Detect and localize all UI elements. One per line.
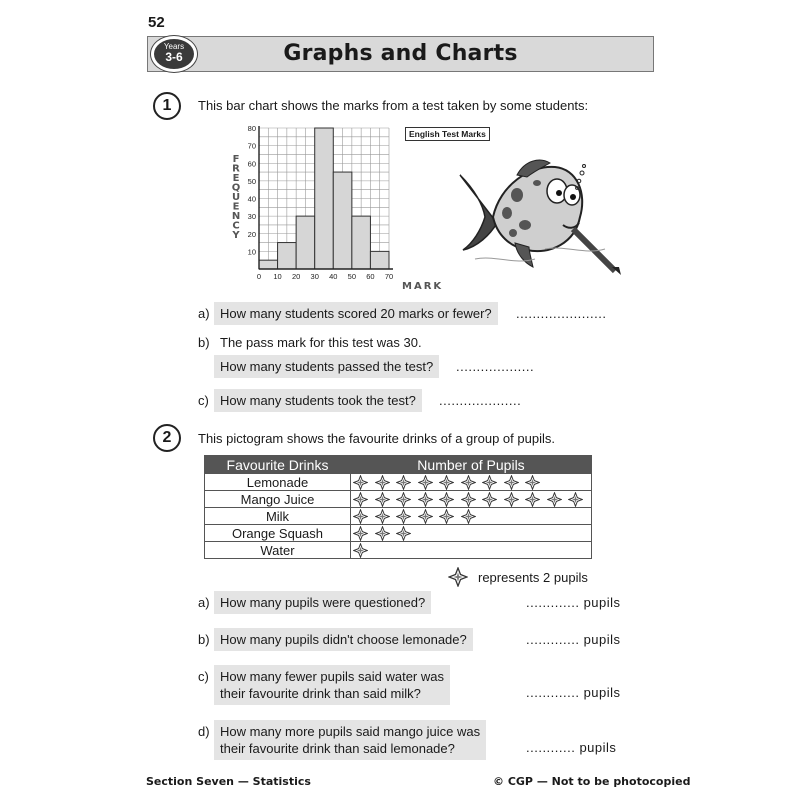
page-title: Graphs and Charts [283, 41, 518, 66]
bar [315, 128, 334, 269]
drink-name: Water [205, 542, 351, 559]
x-axis-label: MARK [402, 281, 444, 292]
pictogram-key-text: represents 2 pupils [478, 570, 588, 585]
pupil-symbol-icon [504, 492, 519, 507]
q2d-answer[interactable]: ............ pupils [526, 740, 617, 755]
pictogram-header-row [205, 456, 592, 474]
chart-y-ticks [248, 124, 256, 256]
pupil-symbol-icon [418, 492, 433, 507]
page-number: 52 [148, 14, 165, 31]
question-2-intro: This pictogram shows the favourite drinks of a group of pupils. [198, 431, 555, 446]
pupil-symbol-icon [439, 492, 454, 507]
pupil-symbol-icon [375, 475, 390, 490]
drink-name: Lemonade [205, 474, 351, 491]
pupil-symbol-icon [418, 509, 433, 524]
footer-copyright: © CGP — Not to be photocopied [493, 775, 691, 788]
q1b-letter: b) [198, 335, 210, 350]
y-tick-label: 30 [247, 212, 256, 222]
q2d-letter: d) [198, 724, 210, 739]
pupil-symbol-icon [482, 475, 497, 490]
q2b-text [214, 628, 473, 651]
bar [259, 260, 278, 269]
drink-name: Milk [205, 508, 351, 525]
y-tick-label: 80 [247, 124, 256, 133]
y-axis-label: F R E Q U E N C Y [231, 154, 241, 241]
years-label: Years [163, 42, 185, 51]
x-tick-label: 50 [347, 272, 357, 281]
pictogram-row [205, 525, 592, 542]
q1c-letter: c) [198, 393, 209, 408]
bar [296, 216, 315, 269]
bar [352, 216, 371, 269]
x-tick-label: 40 [329, 272, 338, 281]
pupil-symbol-icon [439, 475, 454, 490]
pupil-symbol-icon [482, 492, 497, 507]
q1b-text: How many students passed the test? [214, 355, 439, 378]
header-drinks: Favourite Drinks [205, 456, 351, 474]
q1a-text: How many students scored 20 marks or fewer? [214, 302, 498, 325]
pupil-symbol-icon [568, 492, 583, 507]
years-range: 3-6 [165, 50, 183, 64]
pictogram-row [205, 474, 592, 491]
question-1-number: 1 [153, 92, 181, 120]
pupil-symbol-icon [547, 492, 562, 507]
bar [278, 243, 297, 269]
y-tick-label: 20 [247, 229, 256, 239]
y-tick-label: 50 [247, 176, 256, 186]
q2a-answer[interactable]: ............. pupils [526, 595, 621, 610]
footer-section: Section Seven — Statistics [146, 775, 311, 788]
q1b-statement: The pass mark for this test was 30. [220, 335, 422, 350]
pupil-symbol-icon [396, 492, 411, 507]
q2d-text [214, 720, 486, 760]
q2c-line1: How many fewer pupils said water was [220, 669, 444, 684]
q2c-letter: c) [198, 669, 209, 684]
chart-title: English Test Marks [405, 127, 490, 141]
q2b-letter: b) [198, 632, 210, 647]
bar [370, 251, 389, 269]
pupil-symbol-icon [353, 543, 368, 558]
drink-symbols [351, 491, 592, 508]
x-tick-label: 10 [273, 272, 282, 281]
pupil-symbol-icon [439, 509, 454, 524]
pupil-symbol-icon [461, 475, 476, 490]
x-tick-label: 30 [310, 272, 319, 281]
chart-x-ticks [257, 272, 393, 281]
pupil-symbol-icon [525, 475, 540, 490]
drink-name: Mango Juice [205, 491, 351, 508]
q2b-answer[interactable]: ............. pupils [526, 632, 621, 647]
pictogram-key-icon [448, 567, 468, 587]
y-tick-label: 40 [247, 194, 256, 204]
bar [333, 172, 352, 269]
pupil-symbol-icon [525, 492, 540, 507]
pupil-symbol-icon [353, 526, 368, 541]
question-1-intro: This bar chart shows the marks from a test taken by some students: [198, 98, 589, 113]
pupil-symbol-icon [461, 492, 476, 507]
pupil-symbol-icon [504, 475, 519, 490]
q2b-line1: How many pupils didn't choose lemonade? [220, 632, 467, 647]
drink-symbols [351, 474, 592, 491]
pictogram-row [205, 542, 592, 559]
x-tick-label: 70 [384, 272, 394, 281]
q1c-answer-line[interactable]: .................... [439, 393, 522, 408]
years-badge [151, 36, 197, 72]
q2c-line2: their favourite drink than said milk? [220, 686, 421, 701]
question-2-number: 2 [153, 424, 181, 452]
drink-name: Orange Squash [205, 525, 351, 542]
y-tick-label: 70 [247, 141, 256, 151]
q2a-letter: a) [198, 595, 210, 610]
pupil-symbol-icon [396, 509, 411, 524]
drink-symbols [351, 542, 592, 559]
header-pupils: Number of Pupils [351, 456, 592, 474]
pictogram-row [205, 491, 592, 508]
pupil-symbol-icon [353, 509, 368, 524]
pupil-symbol-icon [396, 475, 411, 490]
pupil-symbol-icon [353, 475, 368, 490]
q2d-line2: their favourite drink than said lemonade? [220, 741, 455, 756]
q2d-line1: How many more pupils said mango juice was [220, 724, 481, 739]
q2c-text [214, 665, 450, 705]
pictogram-table [204, 455, 592, 559]
q1b-answer-line[interactable]: ................... [456, 359, 535, 374]
q1c-text: How many students took the test? [214, 389, 422, 412]
pupil-symbol-icon [461, 509, 476, 524]
x-tick-label: 20 [291, 272, 301, 281]
q1a-letter: a) [198, 306, 210, 321]
pupil-symbol-icon [375, 509, 390, 524]
y-tick-label: 10 [247, 247, 256, 257]
x-tick-label: 0 [256, 272, 262, 281]
drink-symbols [351, 525, 592, 542]
pupil-symbol-icon [396, 526, 411, 541]
bar-chart [215, 118, 450, 296]
drink-symbols [351, 508, 592, 525]
q2c-answer[interactable]: ............. pupils [526, 685, 621, 700]
x-tick-label: 60 [366, 272, 375, 281]
pupil-symbol-icon [353, 492, 368, 507]
fish-illustration [455, 155, 625, 277]
pupil-symbol-icon [375, 526, 390, 541]
pupil-symbol-icon [418, 475, 433, 490]
q2a-line1: How many pupils were questioned? [220, 595, 426, 610]
y-tick-label: 60 [247, 159, 256, 169]
pictogram-row [205, 508, 592, 525]
pupil-symbol-icon [375, 492, 390, 507]
q1a-answer-line[interactable]: ...................... [516, 306, 607, 321]
q2a-text [214, 591, 431, 614]
